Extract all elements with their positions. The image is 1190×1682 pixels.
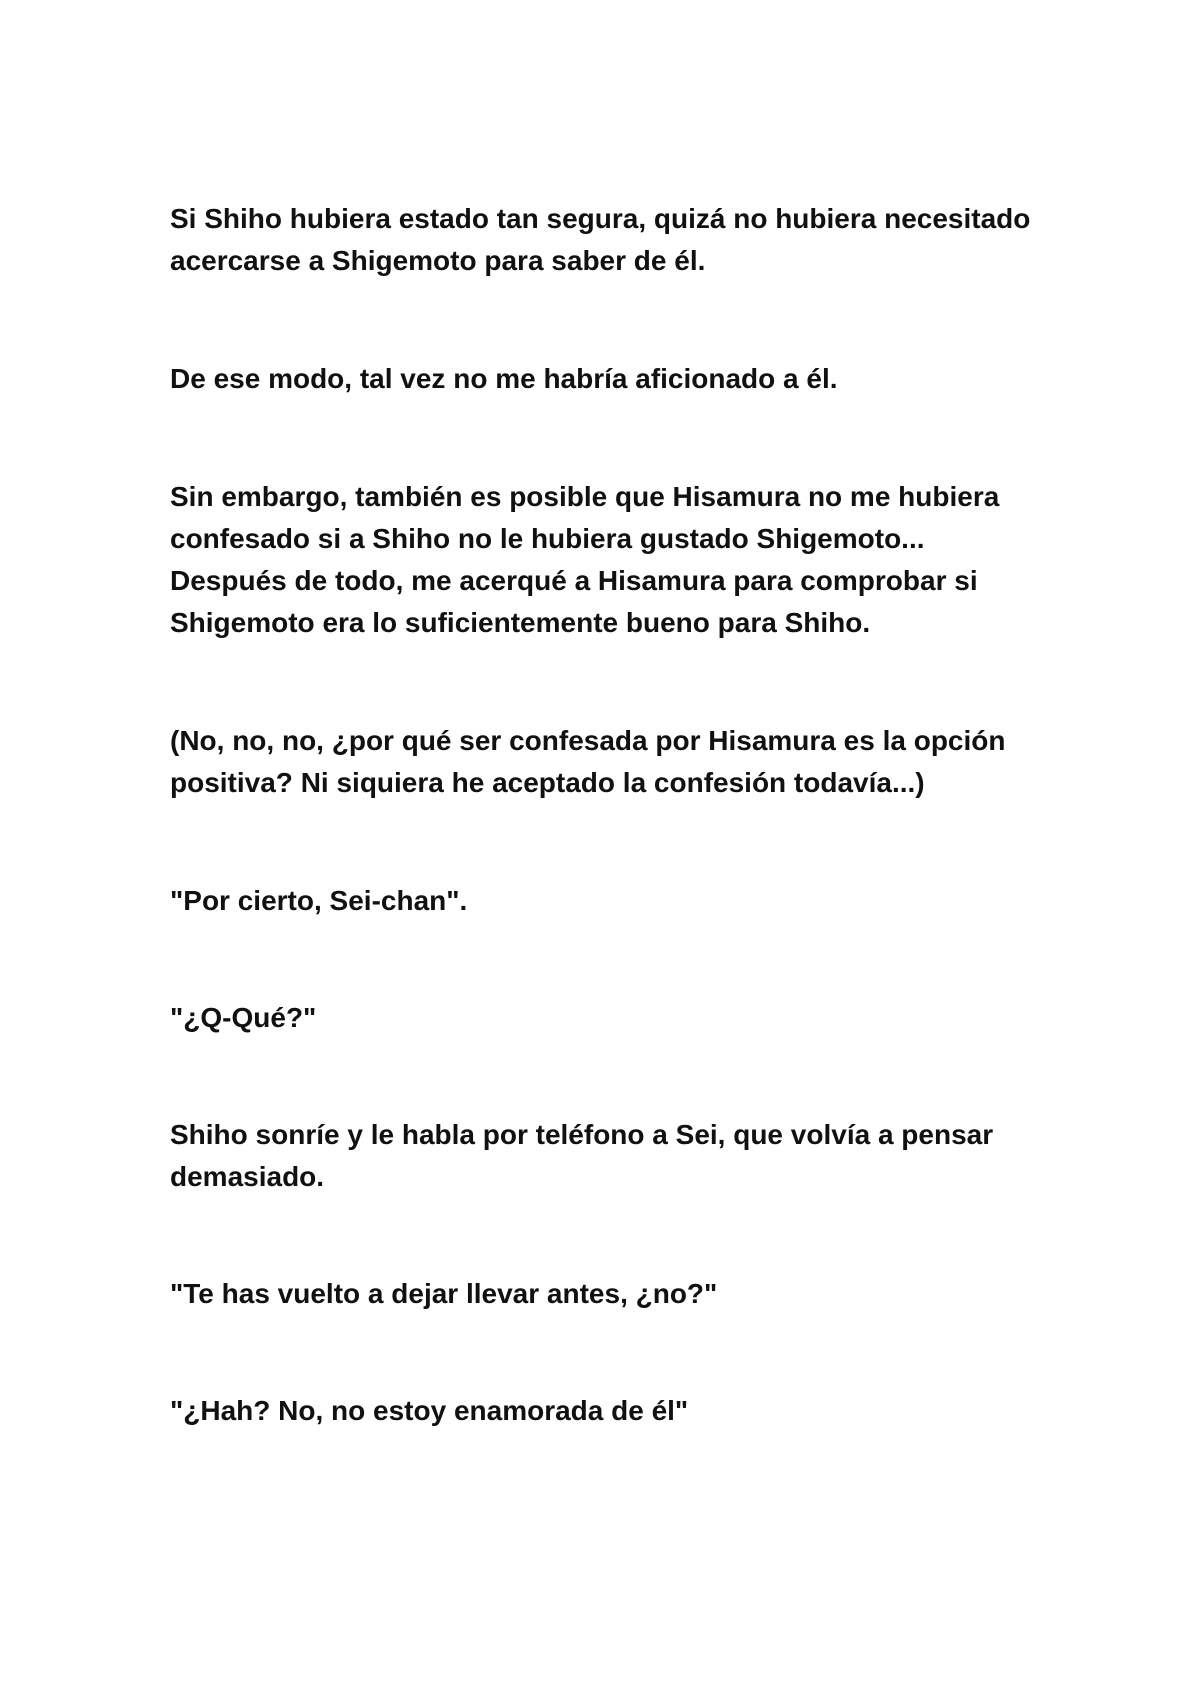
dialogue-3: "Te has vuelto a dejar llevar antes, ¿no?" [170,1278,718,1309]
paragraph-3: Sin embargo, también es posible que Hisamura no me hubiera confesado si a Shiho no le hubiera gustado Shigemoto... Después de todo, me acerqué a Hisamura para comprobar si Shigemoto era lo suficientemente bueno para Shiho. [170,481,1000,638]
dialogue-4: "¿Hah? No, no estoy enamorada de él" [170,1395,689,1426]
paragraph-5: Shiho sonríe y le habla por teléfono a Sei, que volvía a pensar demasiado. [170,1119,994,1192]
paragraph-4: (No, no, no, ¿por qué ser confesada por Hisamura es la opción positiva? Ni siquiera he aceptado la confesión todavía...) [170,725,1006,798]
paragraph-2: De ese modo, tal vez no me habría aficionado a él. [170,363,838,394]
dialogue-2: "¿Q-Qué?" [170,1002,317,1033]
dialogue-1: "Por cierto, Sei-chan". [170,885,468,916]
document-body [170,198,1050,1432]
paragraph-1: Si Shiho hubiera estado tan segura, quizá no hubiera necesitado acercarse a Shigemoto para saber de él. [170,203,1031,276]
